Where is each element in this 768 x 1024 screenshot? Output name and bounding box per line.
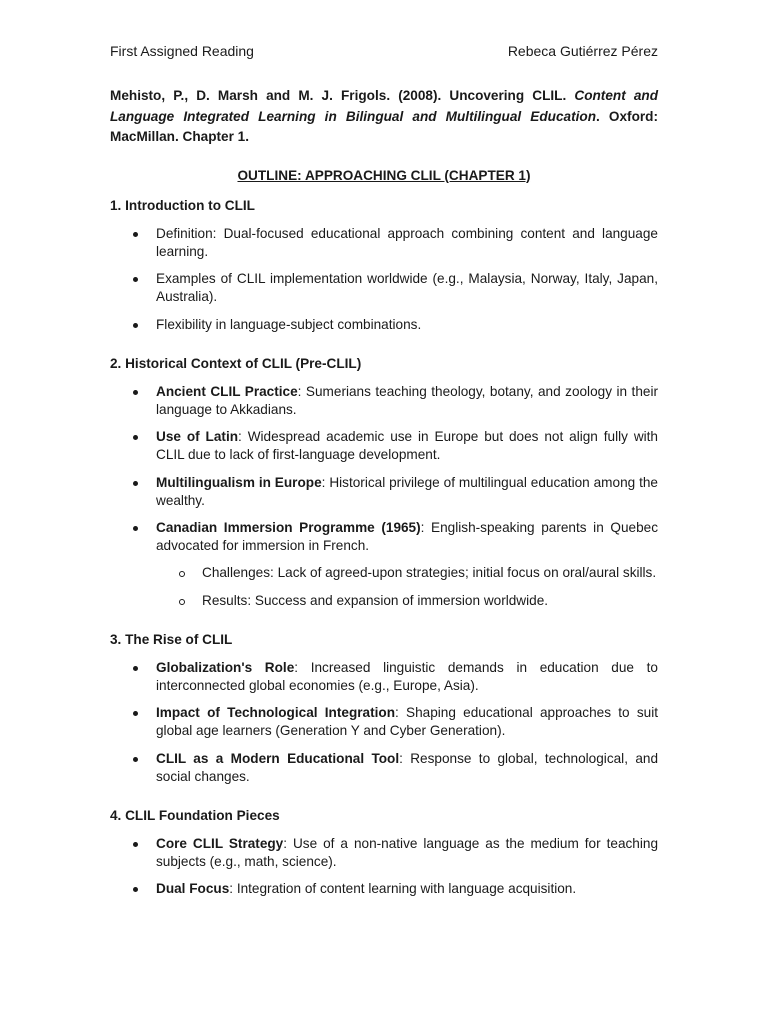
bullet-list	[110, 835, 658, 899]
outline-section	[110, 355, 658, 610]
bullet-item	[110, 428, 658, 464]
bullet-term: Globalization's Role	[156, 659, 295, 675]
section-heading: 4. CLIL Foundation Pieces	[110, 807, 280, 823]
bullet-term: CLIL as a Modern Educational Tool	[156, 750, 400, 766]
bullet-text: : Shaping educational approaches to suit global age learners (Generation Y and Cyber Generation).	[156, 705, 658, 738]
bullet-term: Impact of Technological Integration	[156, 705, 396, 720]
outline-sections	[110, 197, 658, 899]
outline-section	[110, 197, 658, 334]
citation-authors: Mehisto, P., D. Marsh and M. J. Frigols. (2008). Uncovering CLIL.	[110, 88, 575, 103]
bullet-text: : Response to global, technological, and social changes.	[156, 750, 658, 784]
bullet-term: Ancient CLIL Practice	[156, 383, 298, 399]
bullet-term: Use of Latin	[156, 429, 239, 444]
bullet-item	[110, 474, 658, 510]
bullet-item	[110, 835, 658, 871]
bullet-text: : Integration of content learning with language acquisition.	[229, 881, 577, 896]
section-heading: 3. The Rise of CLIL	[110, 631, 233, 647]
bullet-text: : Historical privilege of multilingual education among the wealthy.	[156, 474, 658, 508]
header-right: Rebeca Gutiérrez Pérez	[507, 43, 658, 59]
bullet-text: : Increased linguistic demands in education due to interconnected global economies (e.g., Europe, Asia).	[156, 659, 658, 693]
section-heading: 1. Introduction to CLIL	[110, 197, 255, 213]
bullet-item	[110, 316, 658, 334]
bullet-text: : Use of a non-native language as the medium for teaching subjects (e.g., math, science).	[156, 835, 658, 869]
bullet-item	[110, 704, 658, 740]
bullet-item	[110, 750, 658, 786]
bullet-list	[110, 659, 658, 786]
bullet-item	[110, 225, 658, 261]
bullet-term: Multilingualism in Europe	[156, 474, 322, 490]
header-left: First Assigned Reading	[110, 43, 254, 59]
bullet-term: Canadian Immersion Programme (1965)	[156, 520, 421, 535]
bullet-text: : Sumerians teaching theology, botany, and zoology in their language to Akkadians.	[156, 383, 658, 417]
citation-title: Content and Language Integrated Learning in Bilingual and Multilingual Education	[110, 88, 658, 124]
bullet-list	[110, 383, 658, 610]
outline-section	[110, 807, 658, 899]
page-header	[110, 42, 658, 60]
bullet-item	[110, 519, 658, 610]
bullet-term: Dual Focus	[156, 881, 230, 896]
document-page	[110, 42, 658, 908]
citation	[110, 86, 658, 148]
bullet-text: Flexibility in language-subject combinations.	[156, 316, 422, 332]
bullet-item	[110, 383, 658, 419]
bullet-text: : English-speaking parents in Quebec advocated for immersion in French.	[156, 520, 658, 553]
bullet-text: Definition: Dual-focused educational approach combining content and language learning.	[156, 225, 658, 259]
citation-publisher: . Oxford: MacMillan. Chapter 1.	[110, 108, 658, 144]
sub-bullet-list	[156, 564, 658, 610]
bullet-item	[110, 880, 658, 898]
bullet-text: Examples of CLIL implementation worldwide (e.g., Malaysia, Norway, Italy, Japan, Australia).	[156, 271, 658, 304]
bullet-text: : Widespread academic use in Europe but does not align fully with CLIL due to lack of first-language development.	[156, 429, 658, 462]
bullet-list	[110, 225, 658, 334]
section-heading: 2. Historical Context of CLIL (Pre-CLIL)	[110, 355, 362, 371]
bullet-item	[110, 270, 658, 306]
sub-bullet-item: Challenges: Lack of agreed-upon strategies; initial focus on oral/aural skills.	[156, 564, 658, 582]
outline-title: OUTLINE: APPROACHING CLIL (CHAPTER 1)	[237, 167, 531, 183]
sub-bullet-item: Results: Success and expansion of immersion worldwide.	[156, 592, 658, 610]
bullet-term: Core CLIL Strategy	[156, 835, 284, 851]
bullet-item	[110, 659, 658, 695]
outline-section	[110, 631, 658, 786]
